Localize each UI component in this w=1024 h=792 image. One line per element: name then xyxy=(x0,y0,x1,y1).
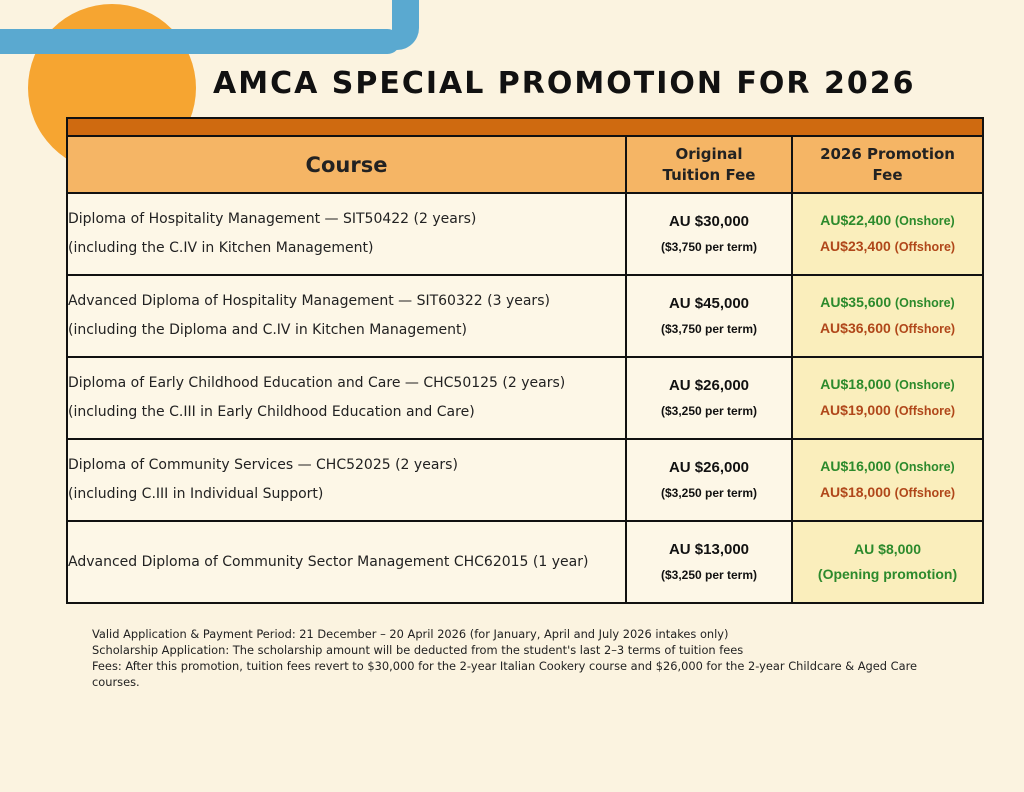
table-header-row xyxy=(67,136,983,193)
original-fee-cell xyxy=(626,193,792,275)
original-per-term: ($3,250 per term) xyxy=(660,404,758,418)
header-promo-line1: 2026 Promotion xyxy=(820,144,955,163)
course-inclusion: (including the C.III in Early Childhood Education and Care) xyxy=(68,404,475,420)
original-per-term: ($3,750 per term) xyxy=(660,240,758,254)
original-price: AU $26,000 xyxy=(668,459,750,476)
table-row xyxy=(67,275,983,357)
original-price: AU $13,000 xyxy=(668,541,750,558)
course-cell xyxy=(67,439,626,521)
promo-price: AU $8,000 xyxy=(854,541,921,557)
header-promotion-fee xyxy=(792,136,983,193)
offshore-fee xyxy=(793,234,982,260)
original-fee-cell xyxy=(626,521,792,603)
table-row xyxy=(67,357,983,439)
course-name: Advanced Diploma of Community Sector Management CHC62015 (1 year) xyxy=(68,553,589,570)
header-course: Course xyxy=(67,136,626,193)
offshore-price: AU$36,600 xyxy=(819,320,891,336)
onshore-tag: (Onshore) xyxy=(895,460,955,474)
course-name: Diploma of Community Services — CHC52025 (2 years) xyxy=(68,457,458,473)
header-original-line1: Original xyxy=(675,144,743,163)
course-inclusion: (including the C.IV in Kitchen Management) xyxy=(68,240,374,256)
offshore-fee xyxy=(793,398,982,424)
offshore-fee xyxy=(793,316,982,342)
onshore-fee xyxy=(793,454,982,480)
onshore-price: AU$18,000 xyxy=(820,376,892,392)
blue-bar-horizontal xyxy=(0,29,400,54)
onshore-tag: (Onshore) xyxy=(895,378,955,392)
promotion-table xyxy=(66,117,984,604)
note-scholarship: Scholarship Application: The scholarship amount will be deducted from the student's last 2–3 terms of tuition fees xyxy=(92,643,744,657)
onshore-fee xyxy=(793,372,982,398)
offshore-tag: (Offshore) xyxy=(894,322,956,336)
blue-bar-vertical xyxy=(392,0,419,50)
header-original-fee xyxy=(626,136,792,193)
original-fee-cell xyxy=(626,275,792,357)
course-cell xyxy=(67,521,626,603)
course-name: Diploma of Hospitality Management — SIT50422 (2 years) xyxy=(68,211,477,227)
onshore-tag: (Onshore) xyxy=(895,214,955,228)
offshore-price: AU$18,000 xyxy=(819,484,891,500)
onshore-price: AU$22,400 xyxy=(820,212,892,228)
promo-fee-cell xyxy=(792,193,983,275)
original-price: AU $45,000 xyxy=(668,295,750,312)
course-cell xyxy=(67,357,626,439)
offshore-price: AU$19,000 xyxy=(819,402,891,418)
onshore-fee xyxy=(793,208,982,234)
promo-fee-cell xyxy=(792,521,983,603)
original-per-term: ($3,250 per term) xyxy=(660,568,758,582)
course-cell xyxy=(67,193,626,275)
original-fee-cell xyxy=(626,357,792,439)
table-top-band xyxy=(67,118,983,136)
table-row xyxy=(67,521,983,603)
table-row xyxy=(67,439,983,521)
decorative-blue-bar xyxy=(0,0,420,54)
onshore-price: AU$35,600 xyxy=(820,294,892,310)
page-title: AMCA SPECIAL PROMOTION FOR 2026 xyxy=(213,66,916,101)
course-inclusion: (including C.III in Individual Support) xyxy=(68,486,324,502)
course-name: Diploma of Early Childhood Education and Care — CHC50125 (2 years) xyxy=(68,375,566,391)
offshore-tag: (Offshore) xyxy=(894,404,956,418)
original-fee-cell xyxy=(626,439,792,521)
note-fees: Fees: After this promotion, tuition fees revert to $30,000 for the 2-year Italian Cookery course and $26,000 for the 2-year Childcare & Aged Care courses. xyxy=(92,659,918,689)
offshore-price: AU$23,400 xyxy=(819,238,891,254)
offshore-tag: (Offshore) xyxy=(894,486,956,500)
onshore-tag: (Onshore) xyxy=(895,296,955,310)
header-promo-line2: Fee xyxy=(872,165,903,184)
promo-fee-cell xyxy=(792,275,983,357)
promo-fee-cell xyxy=(792,439,983,521)
table-row xyxy=(67,193,983,275)
original-price: AU $30,000 xyxy=(668,213,750,230)
header-original-line2: Tuition Fee xyxy=(662,165,756,184)
course-cell xyxy=(67,275,626,357)
offshore-fee xyxy=(793,480,982,506)
footnotes xyxy=(92,626,952,690)
original-per-term: ($3,750 per term) xyxy=(660,322,758,336)
note-application-period: Valid Application & Payment Period: 21 December – 20 April 2026 (for January, April and July 2026 intakes only) xyxy=(92,627,729,641)
offshore-tag: (Offshore) xyxy=(894,240,956,254)
course-name: Advanced Diploma of Hospitality Management — SIT60322 (3 years) xyxy=(68,293,550,309)
onshore-price: AU$16,000 xyxy=(820,458,892,474)
original-price: AU $26,000 xyxy=(668,377,750,394)
onshore-fee xyxy=(793,290,982,316)
promo-note: (Opening promotion) xyxy=(817,566,958,582)
original-per-term: ($3,250 per term) xyxy=(660,486,758,500)
course-inclusion: (including the Diploma and C.IV in Kitchen Management) xyxy=(68,322,467,338)
promo-fee-cell xyxy=(792,357,983,439)
